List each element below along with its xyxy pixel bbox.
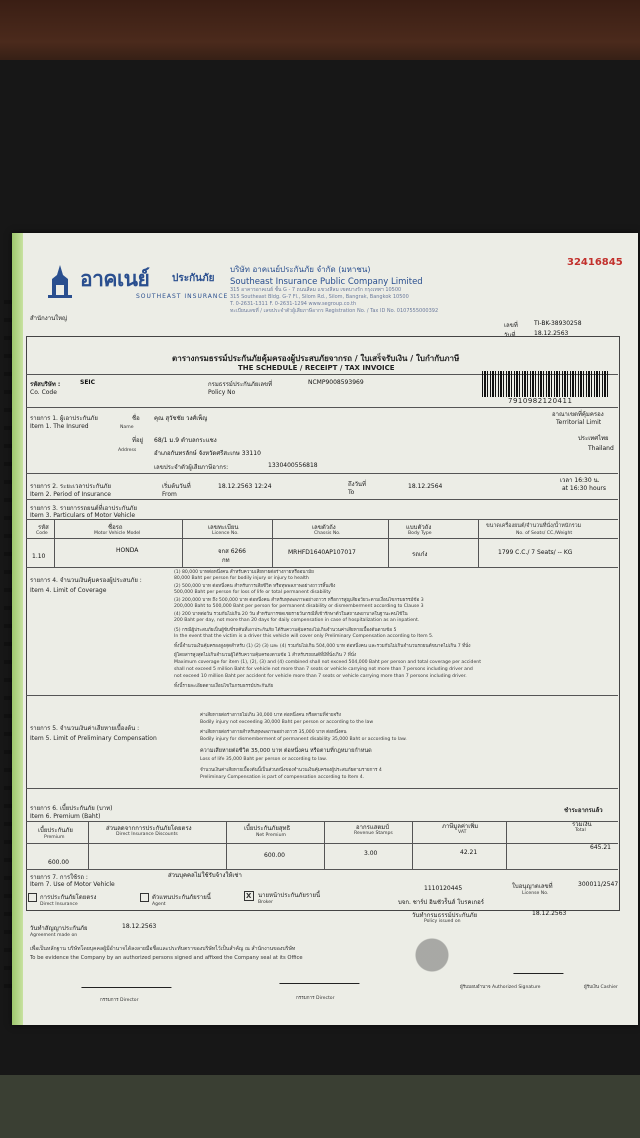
- insurance-document: [12, 233, 638, 1025]
- date-label: วันที่: [504, 332, 516, 339]
- coverage-line: 80,000 Baht per person for bodily injury or injury to health: [174, 576, 309, 581]
- divider: [478, 519, 479, 567]
- authorized-signature: [513, 959, 568, 974]
- barcode: [482, 371, 610, 397]
- divider: [506, 821, 507, 869]
- discount-header: ส่วนลดจากการประกันภัยโดยตรง: [106, 825, 192, 832]
- address-label-en: Address: [118, 448, 137, 453]
- from-label-en: From: [162, 491, 177, 498]
- vehicle-header-code-en: Code: [36, 531, 48, 536]
- territory-label: อาณาเขตที่คุ้มครอง: [552, 411, 604, 418]
- issue-date: 18.12.2563: [532, 910, 567, 917]
- broker-code: 1110120445: [424, 885, 463, 892]
- coverage-line: 200 Baht per day, not more than 20 days for daily compensation in case of hospitalization as an inpatient.: [174, 618, 420, 623]
- territory-th: ประเทศไทย: [578, 435, 609, 442]
- address-line1: 68/1 ม.9 ตำบลกระแชง: [154, 437, 217, 444]
- vehicle-licence: จกส 6266: [218, 548, 246, 555]
- binder-holes: [4, 300, 12, 1000]
- preliminary-line: Preliminary Compensation is part of compensation according to Item 4.: [200, 775, 365, 780]
- preliminary-line: Bodily injury not exceeding 30,000 Baht per person or according to the law: [200, 720, 374, 725]
- vehicle-size: 1799 C.C./ 7 Seats/ -- KG: [498, 549, 573, 556]
- preliminary-line: Loss of life 35,000 Baht per person or according to law.: [200, 757, 327, 762]
- vehicle-header-chassis-en: Chassis No.: [314, 531, 341, 536]
- premium-value: 600.00: [48, 859, 69, 866]
- item3-label-en: Item 3. Particulars of Motor Vehicle: [30, 512, 136, 519]
- logo-english-text: SOUTHEAST INSURANCE: [136, 293, 229, 300]
- divider: [272, 519, 273, 567]
- stamps-header-en: Revenue Stamps: [354, 831, 393, 836]
- total-header-en: Total: [575, 828, 586, 833]
- green-side-stripe: [12, 233, 23, 1025]
- coverage-line: ทั้งนี้จำนวนเงินคุ้มครองสูงสุดสำหรับ (1) (2) (3) และ (4) รวมกันไม่เกิน 504,000 บาท ต่อหนึ่งคน และรวมกันไม่เกินจำนวนรถยนต์ขนาดไม่เกิน 7 ที่นั่ง: [174, 644, 471, 649]
- agreement-date-label-en: Agreement made on: [30, 933, 78, 938]
- vehicle-header-size: ขนาดเครื่องยนต์/จำนวนที่นั่ง/น้ำหนักรวม: [486, 523, 582, 529]
- item5-label: รายการ 5. จำนวนเงินค่าเสียหายเบื้องต้น :: [30, 725, 140, 732]
- option-direct-en: Direct Insurance: [40, 902, 78, 907]
- agreement-text-th: เพื่อเป็นหลักฐาน บริษัทโดยบุคคลผู้มีอำนาจได้ลงลายมือชื่อและประทับตราของบริษัทไว้เป็นสำคัญ ณ สำนักงานของบริษัท: [30, 946, 296, 952]
- vehicle-chassis: MRHFD1640AP107017: [288, 549, 356, 556]
- company-address-th: 315 อาคารอาคเนย์ ชั้น G - 7 ถนนสีลม แขวงสีลม เขตบางรัก กรุงเทพฯ 10500: [230, 287, 402, 293]
- logo-thai-text: อาคเนย์: [80, 267, 150, 291]
- period-time-th: เวลา 16:30 น.: [560, 477, 600, 484]
- authorized-label: ผู้รับมอบอำนาจ Authorized Signature: [460, 985, 541, 990]
- divider: [26, 407, 618, 408]
- divider: [412, 821, 413, 869]
- option-broker: นายหน้าประกันภัยรายนี้: [258, 892, 321, 899]
- divider: [26, 695, 618, 696]
- to-label: ถึงวันที่: [348, 481, 366, 488]
- vehicle-code: 1.10: [32, 553, 46, 560]
- issue-label-en: Policy issued on: [424, 919, 461, 924]
- checkbox-agent: [140, 893, 149, 902]
- divider: [324, 821, 325, 869]
- item4-label: รายการ 4. จำนวนเงินคุ้มครองผู้ประสบภัย :: [30, 577, 142, 584]
- vehicle-header-model: ชื่อรถ: [108, 524, 123, 531]
- net-header: เบี้ยประกันภัยสุทธิ: [244, 825, 291, 832]
- vehicle-header-size-en: No. of Seats/ CC./Weight: [516, 531, 573, 536]
- preliminary-line: Bodily injury for dismemberment of permanent disability 35,000 Baht or according to law.: [200, 737, 407, 742]
- insured-taxid: 1330400556818: [268, 462, 318, 469]
- item6-label-en: Item 6. Premium (Baht): [30, 813, 101, 820]
- territory-label-en: Territorial Limit: [556, 419, 602, 426]
- company-english-name: Southeast Insurance Public Company Limited: [230, 277, 423, 287]
- coverage-line: (4) 200 บาทต่อวัน รวมกันไม่เกิน 20 วัน สำหรับการชดเชยรายวันกรณีที่เข้ารักษาตัวในสถานพยาบาลในฐานะคนไข้ใน: [174, 612, 408, 617]
- divider: [26, 519, 618, 520]
- coverage-line: (3) 200,000 บาท ถึง 500,000 บาท ต่อหนึ่งคน สำหรับทุพพลภาพอย่างถาวร หรือการสูญเสียอวัยวะตามเงื่อนไขกรมธรรม์ข้อ 3: [174, 598, 424, 603]
- item2-label: รายการ 2. ระยะเวลาประกันภัย: [30, 483, 111, 490]
- coverage-line: (1) 80,000 บาทต่อหนึ่งคน สำหรับความเสียหายต่อร่างกายหรืออนามัย: [174, 570, 314, 575]
- checkbox-direct: [28, 893, 37, 902]
- vat-value: 42.21: [460, 849, 478, 856]
- issue-label: วันทำกรมธรรม์ประกันภัย: [412, 912, 478, 919]
- period-to: 18.12.2564: [408, 483, 443, 490]
- preliminary-line: ค่าเสียหายต่อร่างกายสำหรับทุพพลภาพอย่างถาวร 35,000 บาท ต่อหนึ่งคน: [200, 730, 347, 735]
- vehicle-header-body: แบบตัวถัง: [406, 524, 432, 531]
- divider: [26, 821, 618, 822]
- licence-number: 300011/2547: [578, 881, 619, 888]
- option-agent: ตัวแทนประกันภัยรายนี้: [152, 894, 211, 901]
- receipt-no-label: เลขที่: [504, 322, 518, 329]
- divider: [26, 538, 618, 539]
- licence-label-en: License No.: [522, 891, 549, 896]
- schedule-title-thai: ตารางกรมธรรม์ประกันภัยคุ้มครองผู้ประสบภัยจากรถ / ใบเสร็จรับเงิน / ใบกำกับภาษี: [172, 354, 460, 363]
- divider: [88, 821, 89, 869]
- licence-label: ใบอนุญาตเลขที่: [512, 883, 553, 890]
- checkbox-broker: [244, 891, 254, 901]
- coverage-line: ทั้งนี้รายละเอียดตามเงื่อนไขในกรมธรรม์ประกันภัย: [174, 684, 274, 689]
- vehicle-model: HONDA: [116, 547, 139, 554]
- coverage-line: Maximum coverage for item (1), (2), (3) and (4) combined shall not exceed 504,000 Baht per person and total coverage per accident: [174, 660, 481, 665]
- divider: [26, 869, 618, 870]
- vehicle-licence-province: กท: [222, 557, 230, 564]
- agreement-text-en: To be evidence the Company by an authorized persons signed and affixed the Company seal at its Office: [30, 955, 303, 961]
- period-time-en: at 16:30 hours: [562, 485, 607, 492]
- item2-label-en: Item 2. Period of Insurance: [30, 491, 111, 498]
- item3-label: รายการ 3. รายการรถยนต์ที่เอาประกันภัย: [30, 505, 138, 512]
- co-code-label-en: Co. Code: [30, 389, 57, 396]
- policy-label: กรมธรรม์ประกันภัยเลขที่: [208, 381, 273, 388]
- option-agent-en: Agent: [152, 902, 166, 907]
- name-label: ชื่อ: [132, 415, 140, 422]
- divider: [26, 473, 618, 474]
- broker-name: บจก. ชาร์ป อินชัวร์ันส์ โบรคเกอร์: [398, 899, 484, 906]
- vehicle-header-body-en: Body Type: [408, 531, 432, 536]
- company-header: [230, 263, 470, 315]
- co-code-value: SEIC: [80, 379, 96, 386]
- coverage-line: shall not exceed 5 million Baht for vehicle not more than 7 seats or vehicle carrying not more than 7 persons including driver and: [174, 667, 473, 672]
- floor-background: [0, 1075, 640, 1138]
- barcode-number: 7910982120411: [508, 397, 573, 405]
- insured-name: คุณ สุวัชชัย วงศ์เพ็ญ: [154, 415, 208, 422]
- vat-header-en: VAT: [458, 830, 467, 835]
- director-signature-1: [81, 973, 176, 988]
- logo-thai-suffix: ประกันภัย: [172, 273, 215, 284]
- document-number: 32416845: [567, 257, 623, 268]
- total-value: 645.21: [590, 844, 611, 851]
- company-address-en: 315 Southeast Bldg. G-7 Fl., Silom Rd., Silom, Bangrak, Bangkok 10500: [230, 294, 409, 300]
- company-seal: [397, 919, 467, 979]
- divider: [26, 499, 618, 500]
- receipt-no: TI-BK-38930258: [534, 320, 582, 327]
- company-thai-name: บริษัท อาคเนย์ประกันภัย จำกัด (มหาชน): [230, 265, 371, 274]
- policy-number: NCMP9008593969: [308, 379, 364, 386]
- schedule-title-english: THE SCHEDULE / RECEIPT / TAX INVOICE: [238, 364, 395, 372]
- premium-header-en: Premium: [44, 835, 65, 840]
- coverage-line: In the event that the victim is a driver this vehicle will cover only Preliminary Compensation according to Item 5.: [174, 634, 434, 639]
- divider: [26, 843, 618, 844]
- company-phone: T. 0-2631-1311 F. 0-2631-1294 www.segroup.co.th: [230, 301, 357, 307]
- coverage-line: 500,000 Baht per person for loss of life or total permanent disability: [174, 590, 331, 595]
- policy-label-en: Policy No: [208, 389, 236, 396]
- option-direct: การประกันภัยโดยตรง: [40, 894, 97, 901]
- receipt-date: 18.12.2563: [534, 330, 569, 337]
- preliminary-line: ความเสียหายต่อชีวิต 35,000 บาท ต่อหนึ่งคน หรือตามที่กฎหมายกำหนด: [200, 748, 372, 754]
- item6-label: รายการ 6. เบี้ยประกันภัย (บาท): [30, 805, 113, 812]
- vat-header: ภาษีมูลค่าเพิ่ม: [442, 823, 479, 830]
- director-label-1: กรรมการ Director: [100, 998, 139, 1003]
- period-from: 18.12.2563 12:24: [218, 483, 272, 490]
- discount-header-en: Direct Insurance Discounts: [116, 832, 178, 837]
- divider: [182, 519, 183, 567]
- vehicle-header-licence-en: Licence No.: [212, 531, 239, 536]
- option-broker-en: Broker: [258, 900, 273, 905]
- divider: [26, 567, 618, 568]
- net-premium-value: 600.00: [264, 852, 285, 859]
- net-header-en: Net Premium: [256, 833, 286, 838]
- stamps-header: อากรแสตมป์: [356, 824, 390, 831]
- vehicle-use: ส่วนบุคคลไม่ใช้รับจ้างให้เช่า: [168, 872, 242, 879]
- company-tax-id: ทะเบียนเลขที่ / เลขประจำตัวผู้เสียภาษีอากร Registration No. / Tax ID No. 0107555000392: [230, 308, 439, 314]
- coverage-line: ผู้โดยสารสูงสุดไม่เกินจำนวนผู้ได้รับความคุ้มครองตามข้อ 1 สำหรับรถยนต์ที่มีที่นั่งเกิน 7 ที่นั่ง: [174, 653, 357, 658]
- coverage-line: not exceed 10 million Baht per accident for vehicle more than 7 seats or vehicle carrying more than 7 persons including driver.: [174, 674, 467, 679]
- company-logo: [46, 263, 229, 305]
- item4-label-en: Item 4. Limit of Coverage: [30, 587, 107, 594]
- to-label-en: To: [348, 489, 355, 496]
- vehicle-header-licence: เลขทะเบียน: [208, 524, 239, 531]
- item1-label-en: Item 1. The Insured: [30, 423, 89, 430]
- vehicle-header-model-en: Motor Vehicle Model: [94, 531, 141, 536]
- item7-label-en: Item 7. Use of Motor Vehicle: [30, 881, 115, 888]
- premium-header: เบี้ยประกันภัย: [38, 827, 73, 834]
- divider: [388, 519, 389, 567]
- director-label-2: กรรมการ Director: [296, 996, 335, 1001]
- director-signature-2: [279, 969, 364, 984]
- divider: [226, 821, 227, 869]
- agreement-date: 18.12.2563: [122, 923, 157, 930]
- coverage-line: 200,000 Baht to 500,000 Baht per person for permanent disability or dismemberment according to Clause 3: [174, 604, 424, 609]
- preliminary-line: ค่าเสียหายต่อร่างกายไม่เกิน 30,000 บาท ต่อหนึ่งคน หรือตามที่จ่ายจริง: [200, 713, 341, 718]
- agreement-date-label: วันทำสัญญาประกันภัย: [30, 925, 88, 932]
- coverage-line: (2) 500,000 บาท ต่อหนึ่งคน สำหรับการเสียชีวิต หรือทุพพลภาพอย่างถาวรสิ้นเชิง: [174, 584, 336, 589]
- stamps-value: 3.00: [364, 850, 378, 857]
- preliminary-line: จำนวนเงินค่าเสียหายเบื้องต้นนี้เป็นส่วนหนึ่งของจำนวนเงินคุ้มครองผู้ประสบภัยตามรายการ 4: [200, 768, 382, 773]
- temple-logo-icon: [46, 265, 74, 299]
- co-code-label: รหัสบริษัท :: [30, 381, 61, 388]
- address-line2: อำเภอกันทรลักษ์ จังหวัดศรีสะเกษ 33110: [154, 450, 261, 457]
- name-label-en: Name: [120, 425, 134, 430]
- vehicle-header-code: รหัส: [38, 524, 49, 531]
- item1-label: รายการ 1. ผู้เอาประกันภัย: [30, 415, 98, 422]
- taxid-label: เลขประจำตัวผู้เสียภาษีอากร:: [154, 464, 229, 471]
- item5-label-en: Item 5. Limit of Preliminary Compensation: [30, 735, 157, 742]
- address-label: ที่อยู่: [132, 437, 144, 444]
- item7-label: รายการ 7. การใช้รถ :: [30, 874, 88, 881]
- territory-en: Thailand: [588, 445, 614, 452]
- vehicle-header-chassis: เลขตัวถัง: [312, 524, 336, 531]
- divider: [26, 788, 618, 789]
- coverage-line: (5) กรณีผู้ประสบภัยเป็นผู้ขับขี่รถคันที่เอาประกันภัย ได้รับความคุ้มครองไม่เกินจำนวนค่าเสียหายเบื้องต้นตามข้อ 5: [174, 628, 397, 633]
- branch-label: สำนักงานใหญ่: [30, 315, 68, 322]
- cashier-label: ผู้รับเงิน Cashier: [584, 985, 618, 990]
- checkbox-mark: X: [246, 892, 252, 900]
- paid-stamp-label: ชำระอากรแล้ว: [564, 807, 603, 814]
- from-label: เริ่มต้นวันที่: [162, 483, 191, 490]
- total-header: รวมเงิน: [572, 821, 592, 828]
- vehicle-body: รถเก๋ง: [412, 551, 428, 558]
- divider: [54, 519, 55, 567]
